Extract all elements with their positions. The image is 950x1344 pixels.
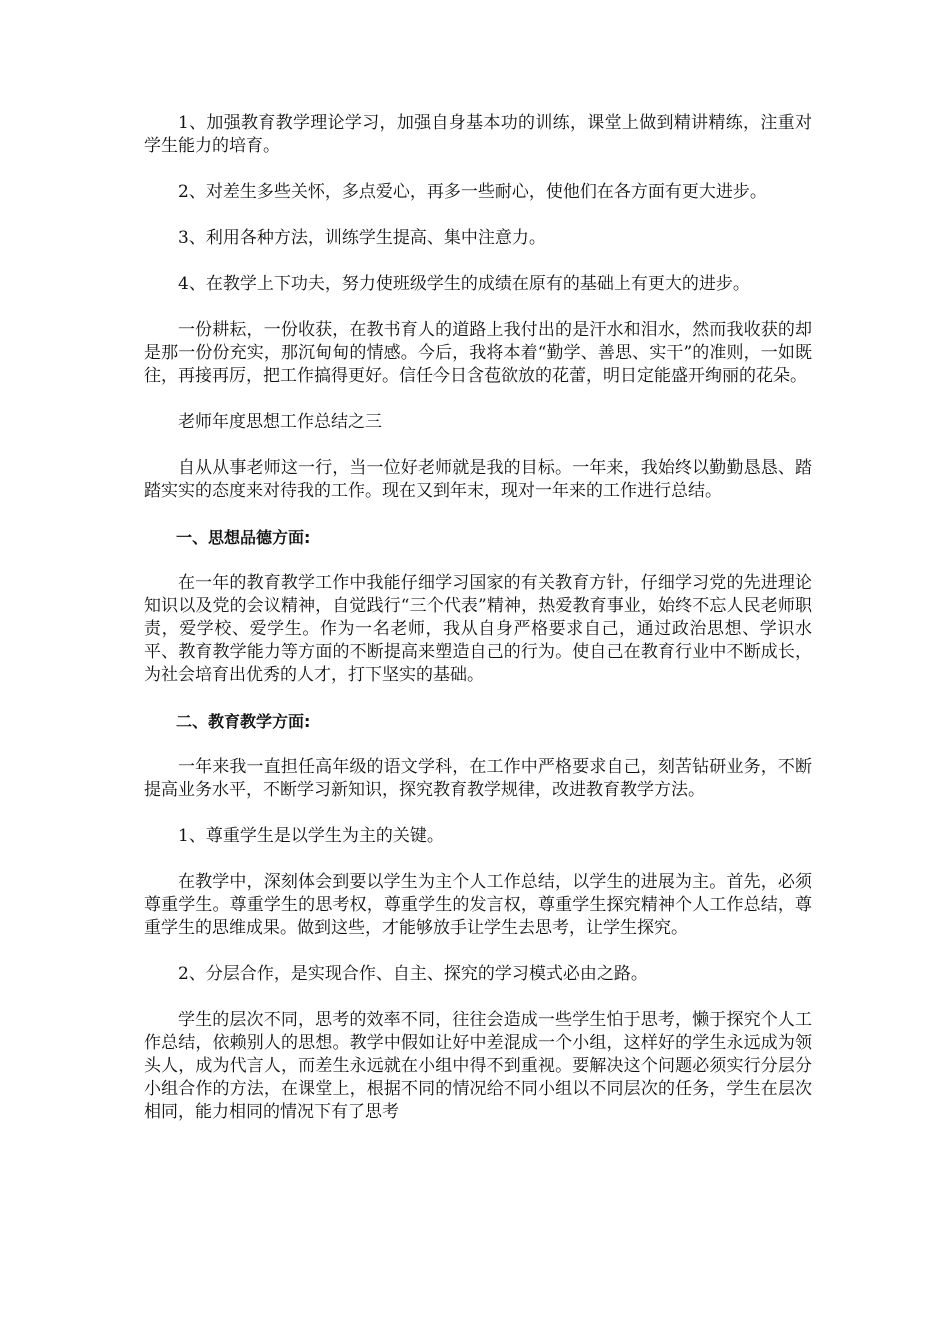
paragraph: 学生的层次不同，思考的效率不同，往往会造成一些学生怕于思考，懒于探究个人工作总结，依赖别人的思想。教学中假如让好中差混成一个小组，这样好的学生永远成为领头人，成为代言人，而差生永远就在小组中得不到重视。要解决这个问题必须实行分层分小组合作的方法，在课堂上，根据不同的情况给不同小组以不同层次的任务，学生在层次相同，能力相同的情况下有了思考 — [144, 1010, 812, 1122]
section-title: 老师年度思想工作总结之三 — [178, 412, 382, 432]
document-page — [144, 112, 812, 1147]
section-heading: 一、思想品德方面: — [176, 528, 311, 547]
paragraph: 2、对差生多些关怀，多点爱心，再多一些耐心，使他们在各方面有更大进步。 — [178, 182, 767, 202]
paragraph: 自从从事老师这一行，当一位好老师就是我的目标。一年来，我始终以勤勤恳恳、踏踏实实的态度来对待我的工作。现在又到年末，现对一年来的工作进行总结。 — [144, 458, 812, 501]
paragraph: 2、分层合作，是实现合作、自主、探究的学习模式必由之路。 — [178, 964, 648, 984]
paragraph: 4、在教学上下功夫，努力使班级学生的成绩在原有的基础上有更大的进步。 — [178, 274, 750, 294]
paragraph: 1、加强教育教学理论学习，加强自身基本功的训练，课堂上做到精讲精练，注重对学生能力的培育。 — [144, 113, 812, 156]
paragraph: 一年来我一直担任高年级的语文学科，在工作中严格要求自己，刻苦钻研业务，不断提高业务水平，不断学习新知识，探究教育教学规律，改进教育教学方法。 — [144, 757, 812, 800]
paragraph: 一份耕耘，一份收获，在教书育人的道路上我付出的是汗水和泪水，然而我收获的却是那一份份充实，那沉甸甸的情感。今后，我将本着“勤学、善思、实干”的准则，一如既往，再接再厉，把工作搞得更好。信任今日含苞欲放的花蕾，明日定能盛开绚丽的花朵。 — [144, 320, 812, 386]
paragraph: 3、利用各种方法，训练学生提高、集中注意力。 — [178, 228, 546, 248]
paragraph: 在一年的教育教学工作中我能仔细学习国家的有关教育方针，仔细学习党的先进理论知识以及党的会议精神，自觉践行“三个代表”精神，热爱教育事业，始终不忘人民老师职责，爱学校、爱学生。作为一名老师，我从自身严格要求自己，通过政治思想、学识水平、教育教学能力等方面的不断提高来塑造自己的行为。使自己在教育行业中不断成长，为社会培育出优秀的人才，打下坚实的基础。 — [144, 573, 812, 685]
paragraph: 在教学中，深刻体会到要以学生为主个人工作总结，以学生的进展为主。首先，必须尊重学生。尊重学生的思考权，尊重学生的发言权，尊重学生探究精神个人工作总结，尊重学生的思维成果。做到这些，才能够放手让学生去思考，让学生探究。 — [144, 872, 812, 938]
paragraph: 1、尊重学生是以学生为主的关键。 — [178, 826, 444, 846]
section-heading: 二、教育教学方面: — [176, 712, 311, 731]
